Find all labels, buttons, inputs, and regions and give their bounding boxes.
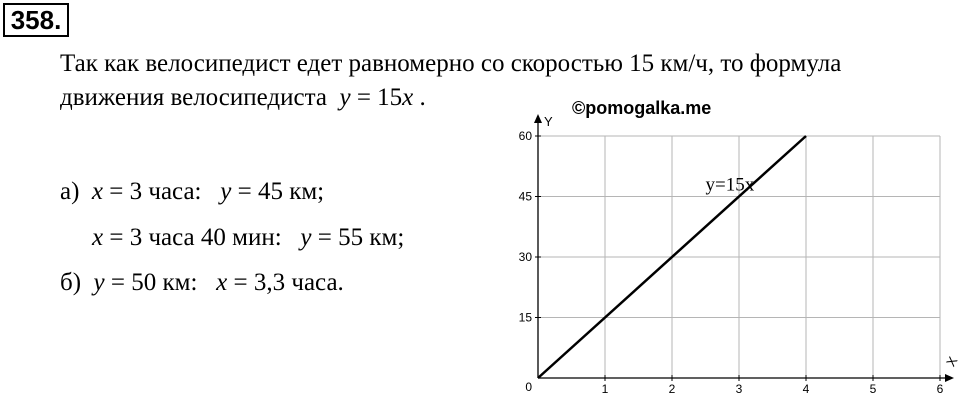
x-tick-label: 2: [668, 382, 676, 396]
problem-number: 358.: [3, 3, 69, 37]
formula-eq: = 15: [350, 84, 403, 111]
x-axis-label: X: [943, 353, 960, 369]
answer-a-var-y: y: [220, 178, 232, 205]
answer-a2-y-value: = 55 км;: [311, 224, 405, 251]
answer-b-var-x: x: [216, 269, 228, 296]
answer-b-x-value: = 3,3 часа.: [227, 269, 344, 296]
answer-a-line-1: [60, 178, 324, 206]
watermark: ©pomogalka.me: [572, 98, 712, 118]
x-tick-label: 6: [936, 382, 944, 396]
answer-a-var-x: x: [91, 178, 104, 205]
answer-a-label: а): [60, 178, 80, 205]
x-tick-label: 5: [869, 382, 877, 396]
line-chart: [490, 105, 960, 400]
origin-label: 0: [525, 380, 532, 394]
intro-line-1: Так как велосипедист едет равномерно со скоростью 15 км/ч, то формула: [60, 50, 842, 77]
answer-b-var-y: y: [93, 269, 105, 296]
answer-a2-x-value: = 3 часа 40 мин:: [103, 224, 282, 251]
answer-b-line: [60, 269, 344, 297]
y-tick-label: 45: [518, 189, 532, 204]
intro-line-2: [60, 84, 426, 112]
answer-b-label: б): [60, 269, 82, 296]
answer-a-line-2: [92, 224, 404, 252]
y-tick-label: 60: [518, 129, 532, 143]
formula-end: .: [413, 84, 426, 111]
answer-a-y-value: = 45 км;: [231, 178, 325, 205]
formula-lhs: y: [339, 84, 351, 111]
line-label: y=15x: [705, 174, 755, 196]
intro-line-2-text: движения велосипедиста: [60, 84, 327, 111]
answer-a2-var-y: y: [300, 224, 312, 251]
x-tick-label: 4: [802, 382, 810, 396]
x-tick-label: 1: [601, 382, 609, 396]
x-axis-arrow: [945, 374, 954, 382]
y-tick-label: 15: [518, 310, 532, 325]
y-axis-label: Y: [544, 114, 553, 129]
y-axis-arrow: [534, 114, 542, 123]
answer-a-x-value: = 3 часа:: [103, 178, 202, 205]
x-tick-label: 3: [735, 382, 743, 396]
formula-var: x: [402, 84, 414, 111]
answer-a2-var-x: x: [92, 224, 104, 251]
answer-b-y-value: = 50 км:: [104, 269, 198, 296]
y-tick-label: 30: [518, 250, 532, 264]
